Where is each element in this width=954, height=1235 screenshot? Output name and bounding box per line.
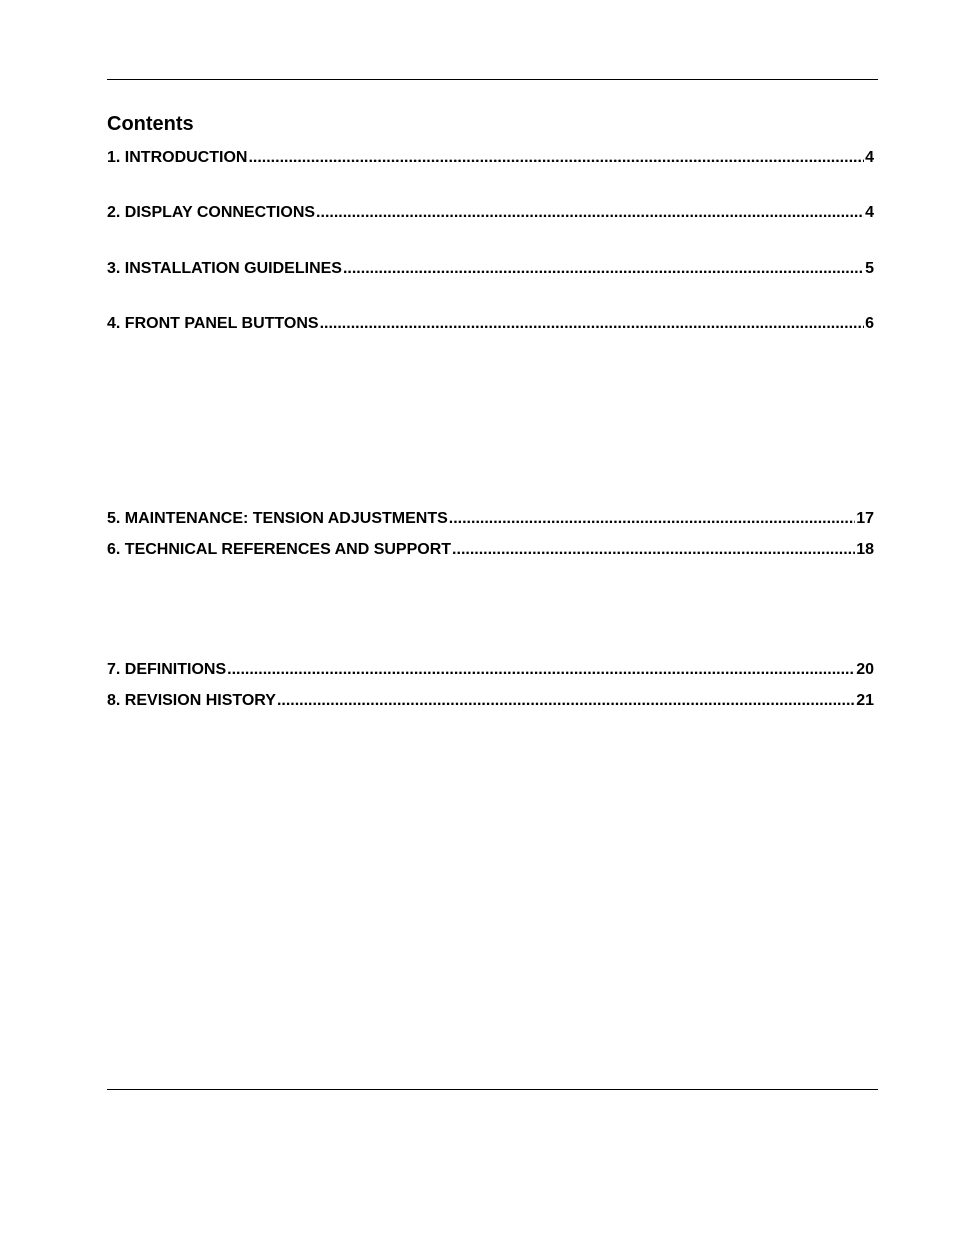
toc-dot-leader: [343, 259, 864, 279]
toc-entry-title: 6. TECHNICAL REFERENCES AND SUPPORT: [107, 541, 452, 558]
toc-entry-title: 7. DEFINITIONS: [107, 661, 227, 678]
toc-entry-definitions[interactable]: [107, 660, 874, 680]
toc-dot-leader: [452, 540, 855, 560]
toc-dot-leader: [316, 203, 864, 223]
toc-entry-front-panel-buttons[interactable]: [107, 314, 874, 334]
toc-dot-leader: [277, 691, 855, 711]
toc-entry-page: 18: [856, 541, 874, 558]
toc-entry-title: 3. INSTALLATION GUIDELINES: [107, 260, 342, 277]
contents-heading: Contents: [107, 113, 194, 135]
toc-dot-leader: [248, 148, 864, 168]
header-rule: [107, 79, 878, 80]
toc-entry-maintenance[interactable]: [107, 509, 874, 529]
toc-entry-page: 17: [856, 510, 874, 527]
toc-entry-page: 4: [865, 149, 874, 166]
toc-entry-introduction[interactable]: [107, 148, 874, 168]
toc-dot-leader: [320, 314, 865, 334]
footer-rule: [107, 1089, 878, 1090]
toc-entry-display-connections[interactable]: [107, 203, 874, 223]
toc-entry-technical-references[interactable]: [107, 540, 874, 560]
toc-entry-title: 5. MAINTENANCE: TENSION ADJUSTMENTS: [107, 510, 448, 527]
toc-dot-leader: [449, 509, 855, 529]
toc-entry-page: 20: [856, 661, 874, 678]
toc-entry-title: 4. FRONT PANEL BUTTONS: [107, 315, 319, 332]
toc-entry-title: 1. INTRODUCTION: [107, 149, 248, 166]
toc-dot-leader: [227, 660, 855, 680]
toc-entry-page: 5: [865, 260, 874, 277]
toc-entry-page: 6: [865, 315, 874, 332]
toc-entry-revision-history[interactable]: [107, 691, 874, 711]
toc-entry-page: 21: [856, 692, 874, 709]
toc-entry-title: 2. DISPLAY CONNECTIONS: [107, 204, 316, 221]
toc-entry-page: 4: [865, 204, 874, 221]
toc-entry-title: 8. REVISION HISTORY: [107, 692, 276, 709]
toc-entry-installation-guidelines[interactable]: [107, 259, 874, 279]
